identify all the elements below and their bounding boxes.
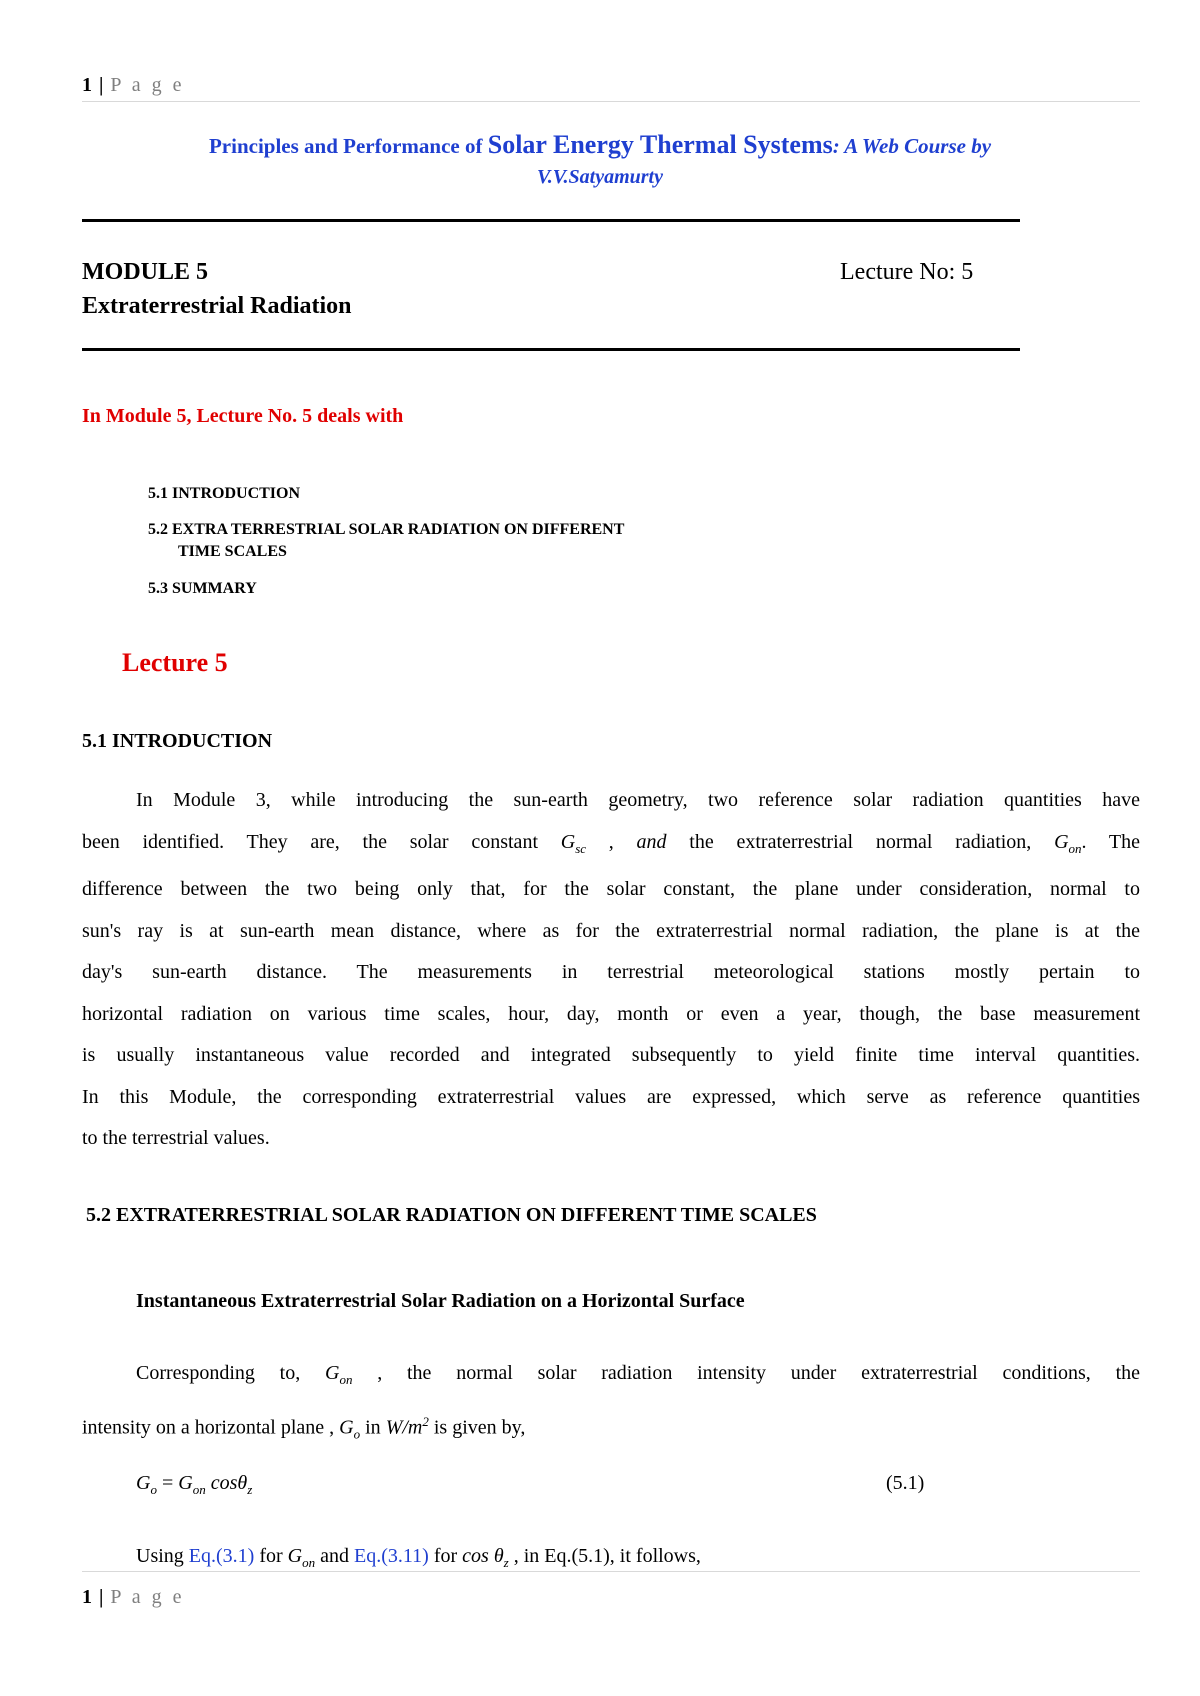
header-divider xyxy=(82,101,1140,102)
para-line: intensity on a horizontal plane , $G_o$ in $W/m^2$ is given by, xyxy=(82,1413,526,1442)
para-line: In Module 3, while introducing the sun-earth geometry, two reference solar radiation quantities have xyxy=(136,789,1140,811)
para-line: In this Module, the corresponding extraterrestrial values are expressed, which serve as reference quantities xyxy=(82,1085,1140,1108)
para-line: is usually instantaneous value recorded and integrated subsequently to yield finite time interval quantities. xyxy=(82,1044,1140,1066)
toc-item-5-2-cont: TIME SCALES xyxy=(178,543,287,560)
title-divider-bottom xyxy=(82,348,1020,351)
section-5-2-paragraph xyxy=(82,1353,1140,1455)
footer-divider xyxy=(82,1571,1140,1572)
equation-5-1: $G_o = G_{on}$ cosθ$_z$ xyxy=(136,1472,253,1497)
para-line: to the terrestrial values. xyxy=(82,1127,270,1149)
toc-item-5-2: 5.2 EXTRA TERRESTRIAL SOLAR RADIATION ON DIFFERENT xyxy=(148,521,625,538)
eq-3-11-link[interactable]: Eq.(3.11) xyxy=(354,1545,429,1567)
title-divider-top xyxy=(82,219,1020,222)
section-5-2-heading: 5.2 EXTRATERRESTRIAL SOLAR RADIATION ON DIFFERENT TIME SCALES xyxy=(86,1204,817,1226)
section-5-1-heading: 5.1 INTRODUCTION xyxy=(82,730,273,752)
using-line: Using Eq.(3.1) for $G_{on}$ and Eq.(3.11) for $\cos \theta_z$ , in Eq.(5.1), it follows, xyxy=(136,1545,701,1570)
module-subtitle: Extraterrestrial Radiation xyxy=(82,293,352,319)
equation-number: (5.1) xyxy=(886,1472,925,1494)
module-intro-line: In Module 5, Lecture No. 5 deals with xyxy=(82,405,404,427)
lecture-number: Lecture No: 5 xyxy=(840,259,974,285)
para-line: day's sun-earth distance. The measurements in terrestrial meteorological stations mostly pertain to xyxy=(82,961,1140,983)
footer-page-number: 1 | P a g e xyxy=(82,1586,185,1608)
para-line: sun's ray is at sun-earth mean distance, where as for the extraterrestrial normal radiation, the plane is at the xyxy=(82,919,1140,942)
module-title: MODULE 5 xyxy=(82,259,208,285)
para-line: been identified. They are, the solar constant $G_{sc}$ , and the extraterrestrial normal radiation, $G_{on}$. The xyxy=(82,830,1140,856)
subsection-heading: Instantaneous Extraterrestrial Solar Radiation on a Horizontal Surface xyxy=(136,1290,745,1312)
section-5-1-paragraph xyxy=(82,780,1140,1160)
para-line: Corresponding to, $G_{on}$ , the normal solar radiation intensity under extraterrestrial conditions, the xyxy=(136,1362,1140,1387)
toc-item-5-3: 5.3 SUMMARY xyxy=(148,580,257,597)
header-page-number: 1 | P a g e xyxy=(82,74,185,96)
course-title: Principles and Performance of Solar Energy Thermal Systems: A Web Course by xyxy=(208,130,992,159)
lecture-heading: Lecture 5 xyxy=(122,648,228,677)
para-line: horizontal radiation on various time scales, hour, day, month or even a year, though, the base measurement xyxy=(82,1002,1140,1025)
para-line: difference between the two being only that, for the solar constant, the plane under consideration, normal to xyxy=(82,878,1140,900)
toc-item-5-1: 5.1 INTRODUCTION xyxy=(148,485,301,502)
eq-3-1-link[interactable]: Eq.(3.1) xyxy=(188,1545,255,1567)
course-author: V.V.Satyamurty xyxy=(537,166,663,188)
